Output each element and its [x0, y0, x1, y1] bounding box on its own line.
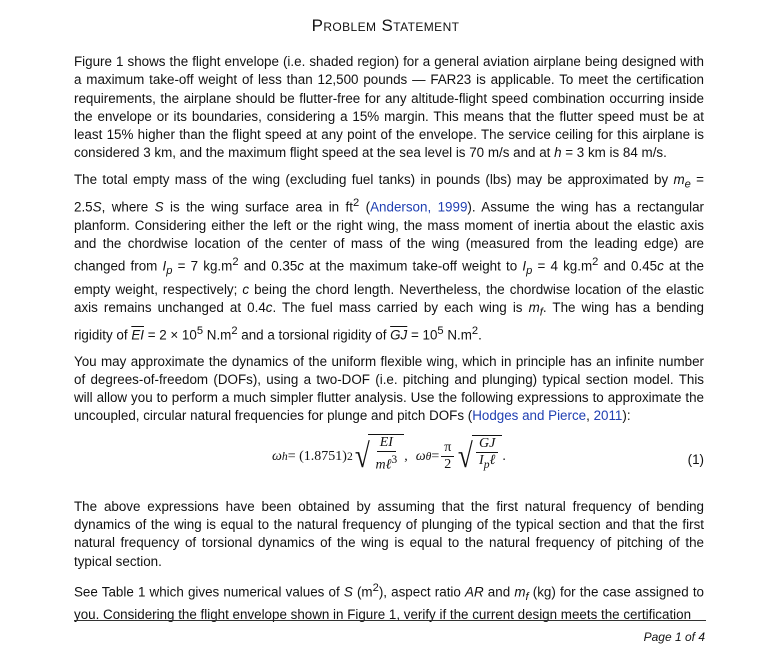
citation-year[interactable]: 2011 [593, 408, 623, 424]
sqrt-plunge: √ $\frac{EI}{m\ell^3}$ [353, 440, 404, 474]
citation-hodges-pierce[interactable]: Hodges and Pierce [472, 408, 587, 424]
paragraph-assumption: The above expressions have been obtained by assuming that the first natural frequency of bending dynamics of the wing is equal to the natural frequency of plunging of the typical section and that the first natural frequency of torsional dynamics of the wing is equal to the natural frequency of pitching of the typical section. [74, 498, 704, 569]
equation-number: (1) [687, 451, 704, 467]
page-title: Problem Statement [311, 16, 460, 35]
page-number: Page 1 of 4 [643, 630, 705, 644]
citation-anderson[interactable]: Anderson, 1999 [370, 199, 468, 215]
equation-1: ω h = (1.8751) 2 √ $\frac{EI}{m\ell^3}$ , ω θ = $\frac{\pi}{2}$ √ $\frac{GJ}{I_p\ell}$ . (1) [272, 434, 704, 475]
footer-divider [74, 620, 706, 621]
paragraph-wing-mass: The total empty mass of the wing (excluding fuel tanks) in pounds (lbs) may be approximated by $m_e = 2.5S$, where S is the wing surface area in $ft^2$ (Anderson, 1999). Assume the wing has a rectangular planform. Considering either the left or the right wing, the mass moment of inertia about the elastic axis and the chordwise location of the center of mass of the wing (measured from the leading edge) are changed from $I_p = 7$ $kg.m^2$ and 0.35c at the maximum take-off weight to $I_p = 4$ $kg.m^2$ and 0.45c at the empty weight, respectively; c being the chord length. Nevertheless, the chordwise location of the elastic axis remains unchanged at 0.4c. The fuel mass carried by each wing is $m_f$. The wing has a bending rigidity of $\overline{EI} = 2 \times 10^5$ $N.m^2$ and a torsional rigidity of $\overline{GJ} = 10^5$ $N.m^2$. [74, 171, 704, 343]
sqrt-pitch: √ $\frac{GJ}{I_p\ell}$ [456, 440, 502, 474]
paragraph-flight-envelope: Figure 1 shows the flight envelope (i.e. shaded region) for a general aviation airplane being designed with a maximum take-off weight of less than 12,500 pounds — FAR23 is applicable. To meet the certification requirements, the airplane should be flutter-free for any altitude-flight speed combination occurring inside the envelope or its boundaries, considering a 15% margin. This means that the flutter speed must be at least 15% higher than the flight speed at any point of the envelope. The service ceiling for this airplane is considered 3 km, and the maximum flight speed at the sea level is 70 m/s and at h = 3 km is 84 m/s. [74, 54, 704, 161]
paragraph-table-reference: See Table 1 which gives numerical values of S $(m^2)$, aspect ratio AR and $m_f$ (kg) for the case assigned to you. Considering the flight envelope shown in Figure 1, verify if the current design meets the certification [74, 581, 704, 623]
document-body [74, 53, 704, 633]
paragraph-typical-section: You may approximate the dynamics of the uniform flexible wing, which in principle has an infinite number of degrees-of-freedom (DOFs), using a two-DOF (i.e. pitching and plunging) typical section model. This will allow you to perform a much simpler flutter analysis. Use the following expressions to approximate the uncoupled, circular natural frequencies for plunge and pitch DOFs (Hodges and Pierce, 2011): [74, 353, 704, 424]
